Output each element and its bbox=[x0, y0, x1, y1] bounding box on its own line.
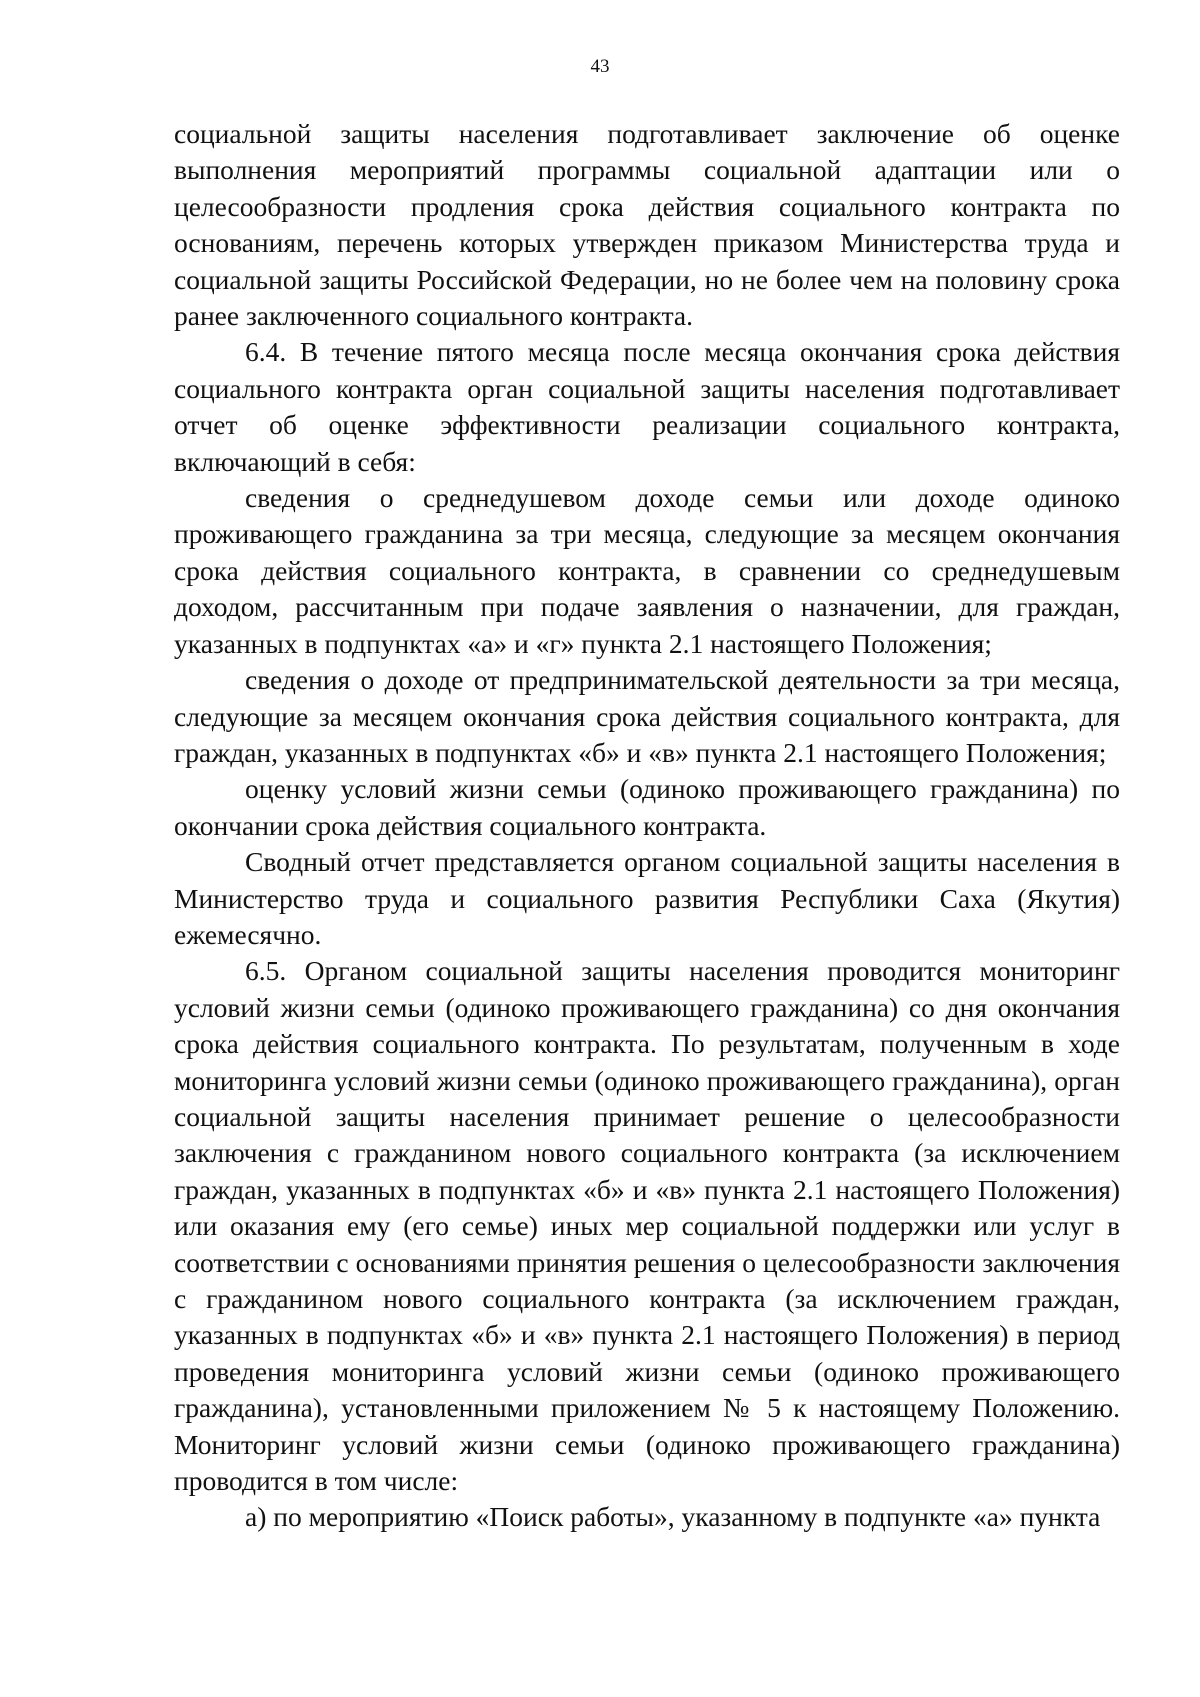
paragraph-6-4: 6.4. В течение пятого месяца после месяца окончания срока действия социального контракта орган социальной защиты населения подготавливает отчет об оценке эффективности реализации социального контракта, включающий в себя: bbox=[174, 336, 1120, 477]
page-number: 43 bbox=[590, 56, 610, 77]
paragraph-business-income-info: сведения о доходе от предпринимательской деятельности за три месяца, следующие за месяцем окончания срока действия социального контракта, для граждан, указанных в подпунктах «б» и «в» пункта 2.1 настоящего Положения; bbox=[174, 664, 1120, 768]
document-body bbox=[174, 116, 1120, 1536]
paragraph-average-income-info: сведения о среднедушевом доходе семьи или доходе одиноко проживающего гражданина за три месяца, следующие за месяцем окончания срока действия социального контракта, в сравнении со среднедушевым доходом, рассчитанным при подаче заявления о назначении, для граждан, указанных в подпунктах «а» и «г» пункта 2.1 настоящего Положения; bbox=[174, 482, 1120, 659]
paragraph-item-a: а) по мероприятию «Поиск работы», указанному в подпункте «а» пункта bbox=[245, 1501, 1101, 1533]
paragraph-continuation: социальной защиты населения подготавливает заключение об оценке выполнения мероприятий программы социальной адаптации или о целесообразности продления срока действия социального контракта по основаниям, перечень которых утвержден приказом Министерства труда и социальной защиты Российской Федерации, но не более чем на половину срока ранее заключенного социального контракта. bbox=[174, 118, 1120, 332]
paragraph-living-conditions: оценку условий жизни семьи (одиноко проживающего гражданина) по окончании срока действия социального контракта. bbox=[174, 773, 1120, 841]
paragraph-summary-report: Сводный отчет представляется органом социальной защиты населения в Министерство труда и социального развития Республики Саха (Якутия) ежемесячно. bbox=[174, 846, 1120, 950]
paragraph-6-5: 6.5. Органом социальной защиты населения проводится мониторинг условий жизни семьи (одиноко проживающего гражданина) со дня окончания срока действия социального контракта. По результатам, полученным в ходе мониторинга условий жизни семьи (одиноко проживающего гражданина), орган социальной защиты населения принимает решение о целесообразности заключения с гражданином нового социального контракта (за исключением граждан, указанных в подпунктах «б» и «в» пункта 2.1 настоящего Положения) или оказания ему (его семье) иных мер социальной поддержки или услуг в соответствии с основаниями принятия решения о целесообразности заключения с гражданином нового социального контракта (за исключением граждан, указанных в подпунктах «б» и «в» пункта 2.1 настоящего Положения) в период проведения мониторинга условий жизни семьи (одиноко проживающего гражданина), установленными приложением № 5 к настоящему Положению. Мониторинг условий жизни семьи (одиноко проживающего гражданина) проводится в том числе: bbox=[174, 955, 1120, 1497]
